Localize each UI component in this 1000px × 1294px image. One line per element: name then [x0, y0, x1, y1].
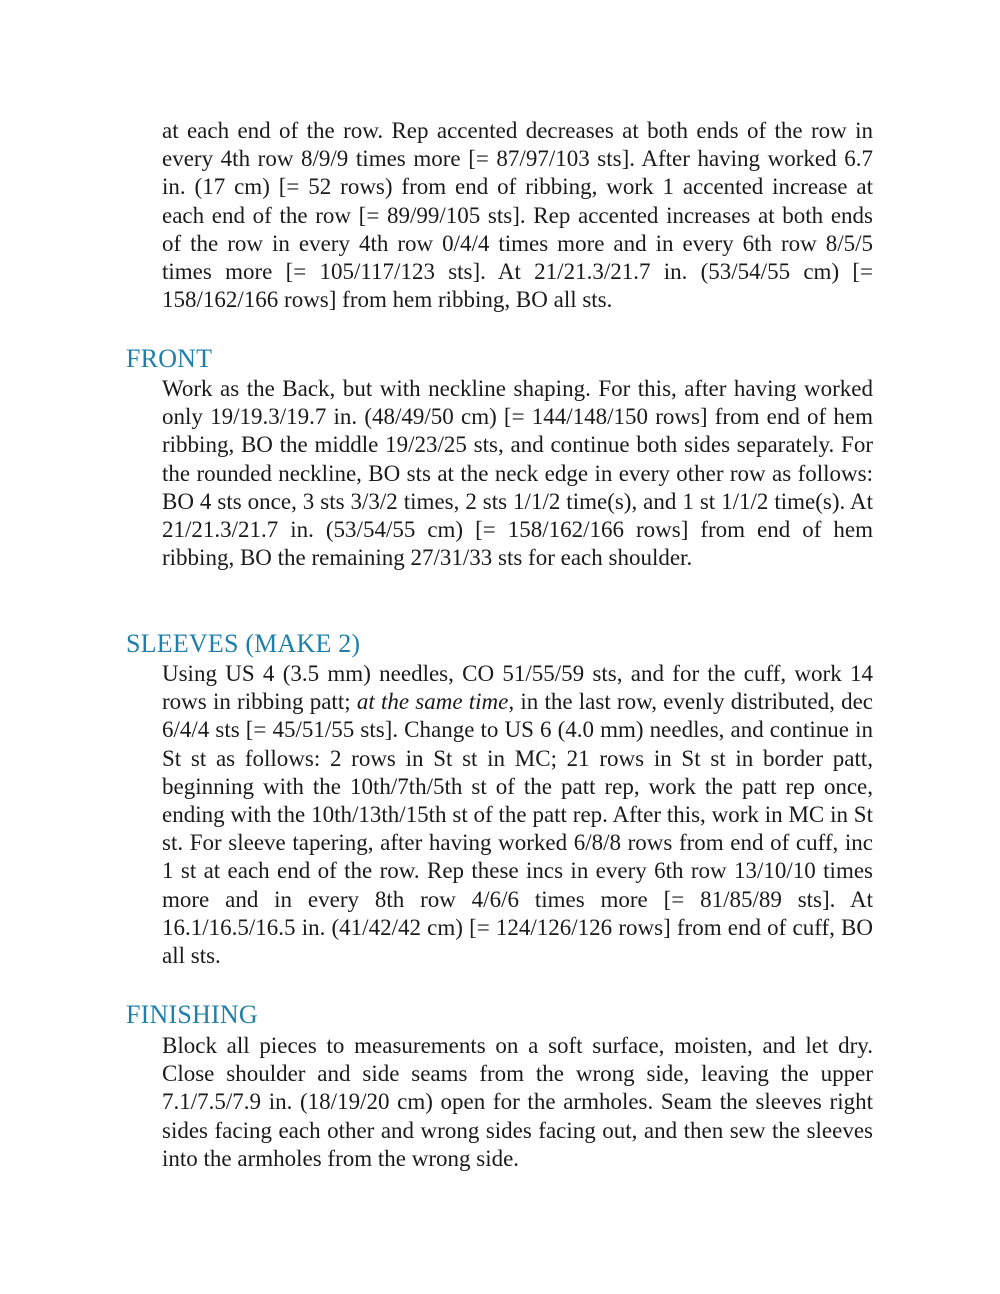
front-instructions-paragraph: Work as the Back, but with neckline shaping. For this, after having worked only 19/19.3/19.7 in. (48/49/50 cm) [= 144/148/150 rows] from end of hem ribbing, BO the middle 19/23/25 sts, and continue both sides separately. For the rounded neckline, BO sts at the neck edge in every other row as follows: BO 4 sts once, 3 sts 3/3/2 times, 2 sts 1/1/2 time(s), and 1 st 1/1/2 time(s). At 21/21.3/21.7 in. (53/54/55 cm) [= 158/162/166 rows] from end of hem ribbing, BO the remaining 27/31/33 sts for each shoulder.: [162, 376, 873, 571]
sleeves-text-part-1: Using US 4 (3.5 mm) needles, CO 51/55/59 sts, and for the cuff, work 14 rows in ribbing patt;: [162, 661, 873, 715]
back-continuation-paragraph: at each end of the row. Rep accented decreases at both ends of the row in every 4th row 8/9/9 times more [= 87/97/103 sts]. After having worked 6.7 in. (17 cm) [= 52 rows) from end of ribbing, work 1 accented increase at each end of the row [= 89/99/105 sts]. Rep accented increases at both ends of the row in every 4th row 0/4/4 times more and in every 6th row 8/5/5 times more [= 105/117/123 sts]. At 21/21.3/21.7 in. (53/54/55 cm) [= 158/162/166 rows] from hem ribbing, BO all sts.: [162, 118, 873, 313]
front-section-heading: FRONT: [126, 344, 213, 373]
finishing-instructions-paragraph: Block all pieces to measurements on a soft surface, moisten, and let dry. Close shoulder and side seams from the wrong side, leaving the upper 7.1/7.5/7.9 in. (18/19/20 cm) open for the armholes. Seam the sleeves right sides facing each other and wrong sides facing out, and then sew the sleeves into the armholes from the wrong side.: [162, 1033, 873, 1171]
sleeves-text-part-2: , in the last row, evenly distributed, dec 6/4/4 sts [= 45/51/55 sts]. Change to US 6 (4.0 mm) needles, and continue in St st as follows: 2 rows in St st in MC; 21 rows in St st in border patt, beginning with the 10th/7th/5th st of the patt rep, work the patt rep once, ending with the 10th/13th/15th st of the patt rep. After this, work in MC in St st. For sleeve tapering, after having worked 6/8/8 rows from end of cuff, inc 1 st at each end of the row. Rep these incs in every 6th row 13/10/10 times more and in every 8th row 4/6/6 times more [= 81/85/89 sts]. At 16.1/16.5/16.5 in. (41/42/42 cm) [= 124/126/126 rows] from end of cuff, BO all sts.: [162, 689, 873, 969]
finishing-section-heading: FINISHING: [126, 1000, 258, 1029]
sleeves-section-heading: SLEEVES (MAKE 2): [126, 629, 361, 658]
sleeves-emphasis-text: at the same time: [356, 689, 509, 715]
sleeves-instructions-paragraph: [162, 660, 873, 970]
